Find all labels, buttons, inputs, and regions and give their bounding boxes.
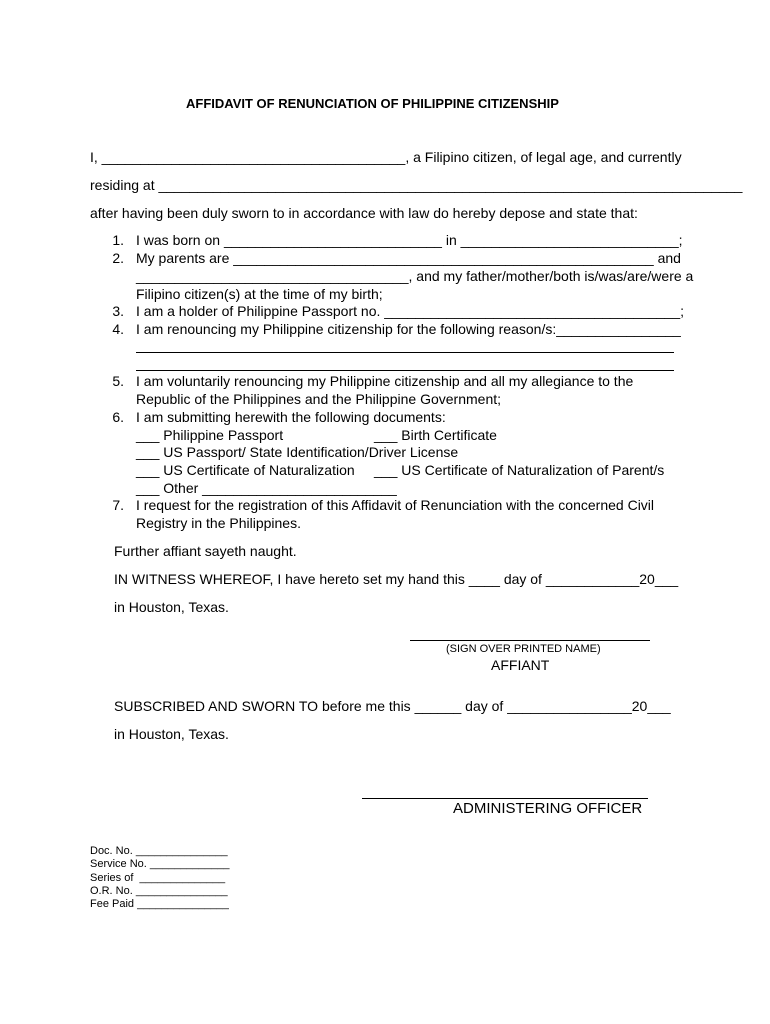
- intro-line-3: after having been duly sworn to in accordance with law do hereby depose and state that:: [90, 205, 638, 221]
- further-affiant: Further affiant sayeth naught.: [114, 543, 297, 559]
- item-text: My parents are ______________________________________________________ and: [136, 250, 681, 266]
- item-text: I am voluntarily renouncing my Philippine citizenship and all my allegiance to the: [136, 373, 634, 389]
- item-text: I request for the registration of this Affidavit of Renunciation with the concerned Civil: [136, 497, 655, 513]
- item-text: I am submitting herewith the following documents:: [136, 409, 446, 425]
- intro-line-2: residing at ___________________________________________________________________________: [90, 177, 743, 193]
- service-no-field: Service No. _____________: [90, 858, 230, 870]
- doc-philippine-passport: ___ Philippine Passport: [136, 427, 284, 443]
- item-text: Registry in the Philippines.: [136, 515, 301, 531]
- sign-over-label: (SIGN OVER PRINTED NAME): [446, 643, 601, 655]
- officer-label: ADMINISTERING OFFICER: [453, 800, 643, 817]
- doc-us-naturalization: ___ US Certificate of Naturalization: [136, 462, 355, 478]
- item-number: 6.: [112, 409, 124, 425]
- intro-line-1: I, _______________________________________, a Filipino citizen, of legal age, and currently: [90, 149, 682, 165]
- fee-paid-field: Fee Paid _______________: [90, 898, 229, 910]
- signature-line: [410, 640, 650, 641]
- doc-us-passport: ___ US Passport/ State Identification/Driver License: [136, 444, 459, 460]
- doc-other: ___ Other _________________________: [136, 480, 397, 496]
- item-number: 4.: [112, 321, 124, 337]
- signature-line: [362, 798, 648, 799]
- item-text: ___________________________________, and my father/mother/both is/was/are/were a: [136, 268, 694, 284]
- subscribed-place: in Houston, Texas.: [114, 726, 229, 742]
- item-number: 7.: [112, 497, 124, 513]
- doc-parent-naturalization: ___ US Certificate of Naturalization of Parent/s: [374, 462, 665, 478]
- item-text: I am a holder of Philippine Passport no. ______________________________________;: [136, 303, 685, 319]
- item-text: I am renouncing my Philippine citizenship for the following reason/s:________________: [136, 321, 681, 337]
- item-number: 2.: [112, 250, 124, 266]
- item-number: 5.: [112, 373, 124, 389]
- witness-clause: IN WITNESS WHEREOF, I have hereto set my hand this ____ day of ____________20___: [114, 571, 679, 587]
- item-text: Republic of the Philippines and the Philippine Government;: [136, 391, 502, 407]
- reason-blank-line: [136, 352, 674, 353]
- or-no-field: O.R. No. _______________: [90, 885, 228, 897]
- document-title: AFFIDAVIT OF RENUNCIATION OF PHILIPPINE CITIZENSHIP: [186, 96, 559, 111]
- series-of-field: Series of ______________: [90, 872, 226, 884]
- reason-blank-line: [136, 370, 674, 371]
- item-number: 3.: [112, 303, 124, 319]
- item-text: Filipino citizen(s) at the time of my birth;: [136, 286, 383, 302]
- item-text: I was born on ____________________________ in ____________________________;: [136, 232, 683, 248]
- affiant-label: AFFIANT: [491, 657, 550, 673]
- doc-birth-certificate: ___ Birth Certificate: [374, 427, 497, 443]
- witness-place: in Houston, Texas.: [114, 599, 229, 615]
- subscribed-clause: SUBSCRIBED AND SWORN TO before me this ______ day of ________________20___: [114, 698, 671, 714]
- item-number: 1.: [112, 232, 124, 248]
- doc-no-field: Doc. No. _______________: [90, 845, 228, 857]
